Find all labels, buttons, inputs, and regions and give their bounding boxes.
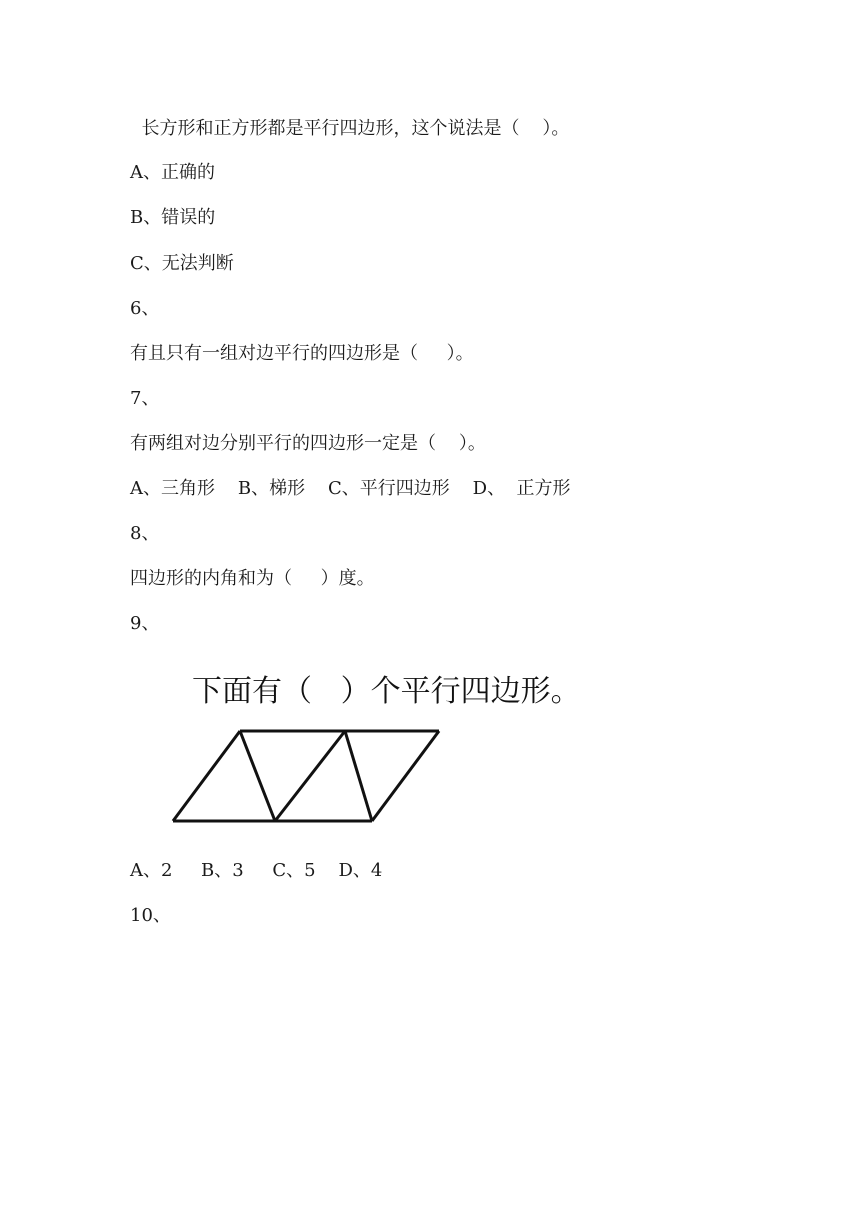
question-7-stem: 有两组对边分别平行的四边形一定是（ ）。 [130,433,486,454]
question-7-number: 7、 [130,388,160,409]
question-5-stem: 长方形和正方形都是平行四边形，这个说法是（ ）。 [130,118,570,139]
right-edge [372,731,439,821]
parallelogram-figure [160,660,581,835]
left-edge [173,731,240,821]
question-8-number: 8、 [130,523,160,544]
figure-caption: 下面有（ ）个平行四边形。 [192,674,581,709]
question-5-option-a: A、正确的 [130,162,215,183]
inner-edge-3 [345,731,372,821]
question-5-option-b: B、错误的 [130,207,216,228]
question-10-number: 10、 [130,905,171,926]
question-7-options: A、三角形 B、梯形 C、平行四边形 D、 正方形 [130,478,571,499]
question-5-option-c: C、无法判断 [130,253,234,274]
inner-edge-1 [240,731,275,821]
question-8-stem: 四边形的内角和为（ ）度。 [130,568,375,589]
question-9-options: A、2 B、3 C、5 D、4 [130,860,383,881]
question-6-stem: 有且只有一组对边平行的四边形是（ ）。 [130,343,474,364]
parallelogram-diagram [160,660,460,835]
question-6-number: 6、 [130,298,160,319]
question-9-number: 9、 [130,613,160,634]
inner-edge-2 [275,731,345,821]
